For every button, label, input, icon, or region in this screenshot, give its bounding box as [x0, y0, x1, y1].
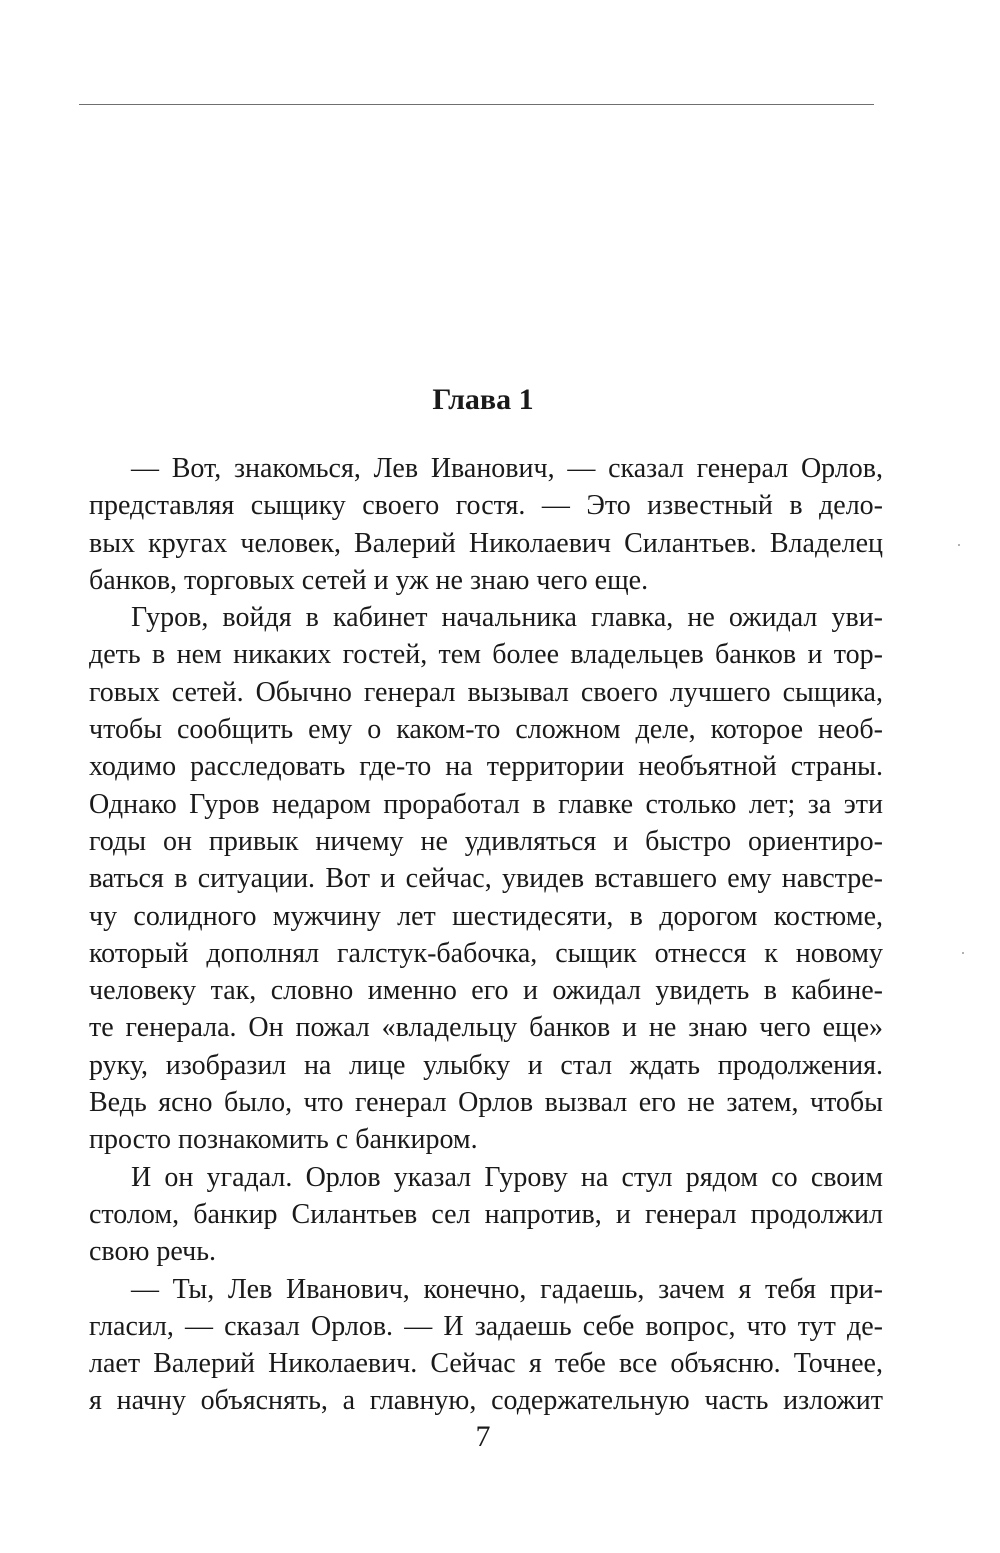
- text-line: ваться в ситуации. Вот и сейчас, увидев вставшего ему навстре-: [89, 863, 883, 895]
- text-line: представляя сыщику своего гостя. — Это известный в дело-: [89, 490, 883, 522]
- text-line: Ведь ясно было, что генерал Орлов вызвал его не затем, чтобы: [89, 1087, 883, 1119]
- body-text: [89, 450, 883, 1420]
- text-line: — Ты, Лев Иванович, конечно, гадаешь, зачем я тебя при-: [131, 1273, 883, 1305]
- text-line: ходимо расследовать где-то на территории необъятной страны.: [89, 751, 883, 783]
- chapter-title: Глава 1: [432, 383, 534, 416]
- text-line: я начну объяснять, а главную, содержательную часть изложит: [89, 1385, 883, 1417]
- text-line: человеку так, словно именно его и ожидал увидеть в кабине-: [89, 975, 883, 1007]
- text-line: столом, банкир Силантьев сел напротив, и генерал продолжил: [89, 1198, 883, 1230]
- text-line: лает Валерий Николаевич. Сейчас я тебе все объясню. Точнее,: [89, 1348, 883, 1380]
- text-line: который дополнял галстук-бабочка, сыщик отнесся к новому: [89, 937, 883, 969]
- text-line: говых сетей. Обычно генерал вызывал своего лучшего сыщика,: [89, 676, 883, 708]
- text-line: руку, изобразил на лице улыбку и стал ждать продолжения.: [89, 1049, 883, 1081]
- text-line: свою речь.: [89, 1236, 216, 1268]
- page-number: 7: [475, 1420, 491, 1453]
- text-line: И он угадал. Орлов указал Гурову на стул рядом со своим: [131, 1161, 883, 1193]
- text-line: те генерала. Он пожал «владельцу банков и не знаю чего еще»: [89, 1012, 883, 1044]
- scan-speck: [958, 544, 960, 546]
- text-line: банков, торговых сетей и уж не знаю чего еще.: [89, 564, 649, 596]
- text-line: деть в нем никаких гостей, тем более владельцев банков и тор-: [89, 639, 883, 671]
- text-line: — Вот, знакомься, Лев Иванович, — сказал генерал Орлов,: [131, 453, 883, 484]
- text-line: гласил, — сказал Орлов. — И задаешь себе вопрос, что тут де-: [89, 1310, 883, 1342]
- text-line: годы он привык ничему не удивляться и быстро ориентиро-: [89, 825, 883, 857]
- text-line: просто познакомить с банкиром.: [89, 1124, 478, 1156]
- text-line: Однако Гуров недаром проработал в главке столько лет; за эти: [89, 788, 883, 820]
- text-line: вых кругах человек, Валерий Николаевич Силантьев. Владелец: [89, 527, 883, 559]
- header-rule: [79, 104, 874, 105]
- text-line: чтобы сообщить ему о каком-то сложном деле, которое необ-: [89, 714, 883, 746]
- text-line: Гуров, войдя в кабинет начальника главка, не ожидал уви-: [131, 602, 883, 634]
- scan-speck: [962, 952, 964, 954]
- text-line: чу солидного мужчину лет шестидесяти, в дорогом костюме,: [89, 900, 883, 932]
